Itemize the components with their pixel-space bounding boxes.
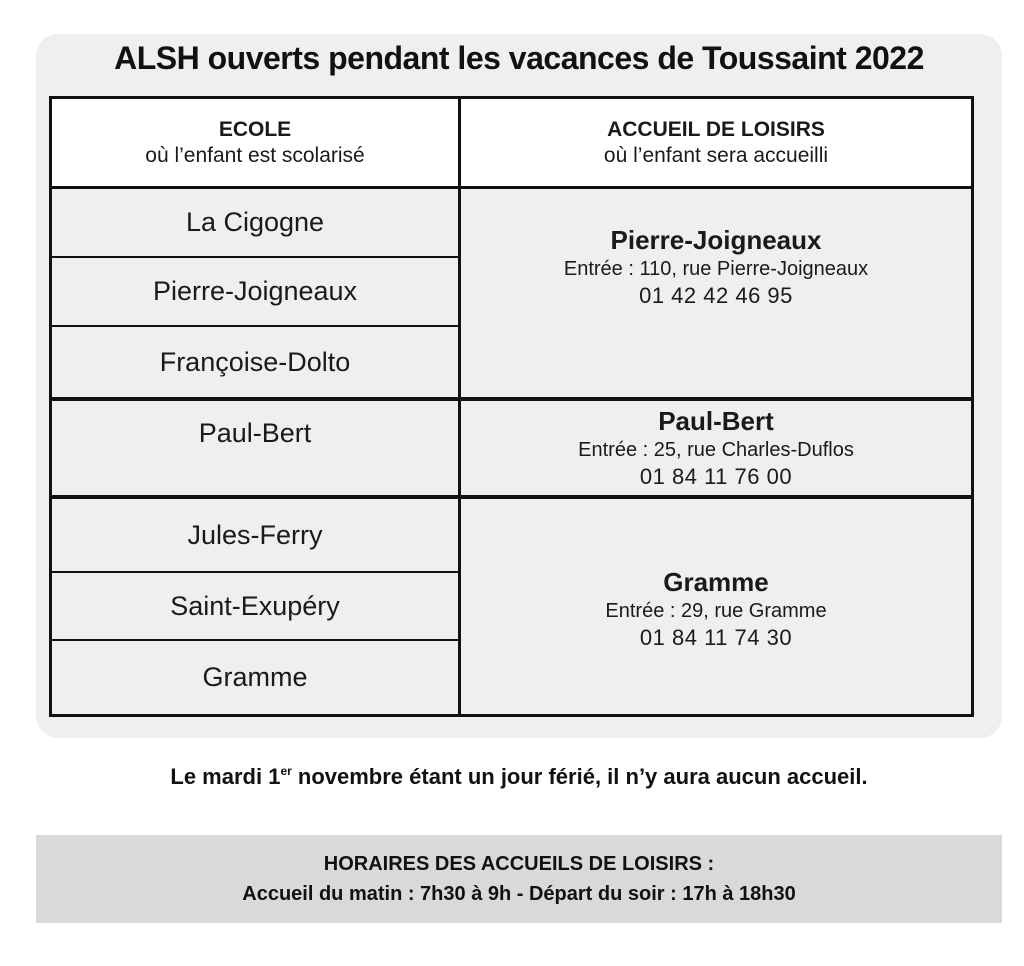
- hours-title: HORAIRES DES ACCUEILS DE LOISIRS :: [323, 853, 715, 875]
- centre-phone: 01 84 11 76 00: [639, 464, 793, 489]
- centre-cell: [461, 559, 971, 659]
- alsh-table: [49, 96, 974, 717]
- header-centre-subtitle: où l’enfant sera accueilli: [603, 143, 829, 167]
- holiday-note-superscript: er: [280, 764, 292, 778]
- centre-name: Pierre-Joigneaux: [610, 225, 822, 255]
- centre-address: Entrée : 29, rue Gramme: [605, 600, 827, 622]
- header-centre-title: ACCUEIL DE LOISIRS: [607, 117, 825, 141]
- school-cell: Pierre-Joigneaux: [152, 276, 358, 306]
- centre-phone: 01 84 11 74 30: [639, 625, 793, 650]
- centre-address: Entrée : 25, rue Charles-Duflos: [578, 439, 854, 461]
- school-cell: Françoise-Dolto: [159, 346, 351, 377]
- school-cell: Paul-Bert: [198, 417, 312, 448]
- centre-address: Entrée : 110, rue Pierre-Joigneaux: [563, 258, 869, 280]
- centre-name: Gramme: [663, 567, 769, 597]
- centre-phone: 01 42 42 46 95: [639, 283, 793, 308]
- school-cell: Gramme: [202, 662, 308, 692]
- holiday-note-end: novembre étant un jour férié, il n’y aura aucun accueil.: [291, 764, 868, 789]
- centre-cell: [461, 217, 971, 317]
- school-cell: Jules-Ferry: [187, 519, 323, 550]
- school-cell: Saint-Exupéry: [170, 590, 340, 621]
- holiday-note-start: Le mardi 1: [170, 764, 281, 789]
- column-divider: [458, 99, 461, 714]
- header-school-title: ECOLE: [218, 117, 292, 141]
- header-school-subtitle: où l’enfant est scolarisé: [145, 143, 365, 167]
- centre-name: Paul-Bert: [658, 406, 774, 436]
- school-cell: La Cigogne: [185, 207, 325, 237]
- header-centre-cell: [461, 99, 971, 186]
- hours-details: Accueil du matin : 7h30 à 9h - Départ du soir : 17h à 18h30: [242, 883, 796, 905]
- page-title: ALSH ouverts pendant les vacances de Toussaint 2022: [114, 40, 924, 76]
- centre-cell: [461, 401, 971, 495]
- holiday-note: [36, 764, 1002, 790]
- header-school-cell: [52, 99, 458, 186]
- hours-box: [36, 835, 1002, 923]
